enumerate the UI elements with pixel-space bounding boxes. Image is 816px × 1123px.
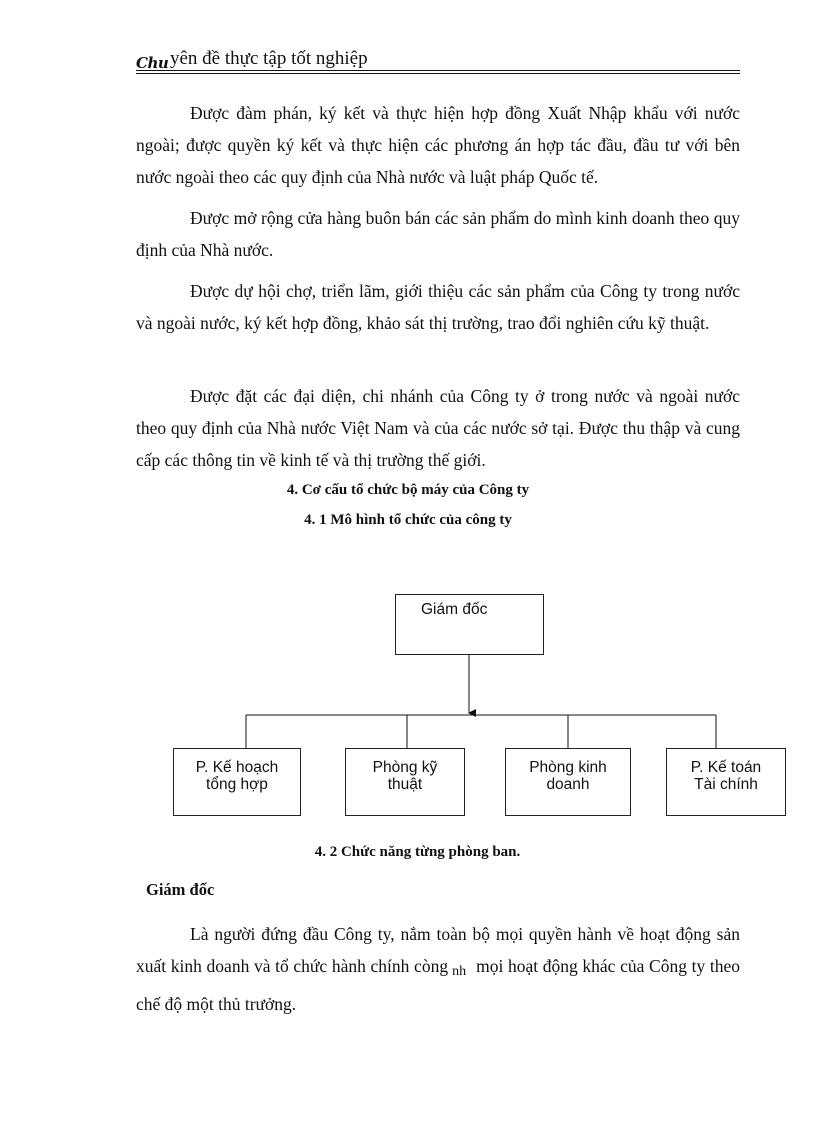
org-box-planning-line2: tổng hợp xyxy=(206,776,268,793)
paragraph-store-expansion: Được mở rộng cửa hàng buôn bán các sản phẩm do mình kinh doanh theo quy định của Nhà nước. xyxy=(136,208,740,260)
org-box-technical xyxy=(345,748,465,816)
header-title: yên đề thực tập tốt nghiệp xyxy=(170,48,368,69)
header-script-logo: Chu xyxy=(136,54,169,72)
org-box-technical-line1: Phòng kỹ xyxy=(372,759,438,776)
director-inline-fragment: nh xyxy=(452,964,467,979)
org-box-technical-line2: thuật xyxy=(387,776,423,793)
paragraph-representatives: Được đặt các đại diện, chi nhánh của Công ty ở trong nước và ngoài nước theo quy định của Nhà nước Việt Nam và của các nước sở tại. Được thu thập và cung cấp các thông tin về kinh tế và thị trường thế giới. xyxy=(136,386,740,470)
org-box-business xyxy=(505,748,631,816)
org-box-accounting xyxy=(666,748,786,816)
paragraph-director-role xyxy=(136,918,740,1020)
heading-section-4-2: 4. 2 Chức năng từng phòng ban. xyxy=(314,844,521,860)
org-box-planning xyxy=(173,748,301,816)
director-text-part1: Là người đứng đầu Công ty, nắm toàn bộ mọi quyền hành về hoạt động sản xuất kinh doanh và tổ chức hành chính còng xyxy=(136,924,740,976)
director-section-label: Giám đốc xyxy=(146,880,215,899)
director-text-part2: mọi hoạt động khác của Công ty theo chế độ một thủ trưởng. xyxy=(136,956,741,1014)
org-box-planning-line1: P. Kế hoạch xyxy=(195,759,279,776)
org-box-business-line1: Phòng kinh xyxy=(529,759,607,776)
org-box-accounting-line1: P. Kế toán xyxy=(690,759,762,776)
org-box-accounting-line2: Tài chính xyxy=(694,776,758,793)
org-box-director-label: Giám đốc xyxy=(421,601,488,618)
heading-section-4: 4. Cơ cấu tổ chức bộ máy của Công ty xyxy=(286,482,530,498)
paragraph-negotiation: Được đàm phán, ký kết và thực hiện hợp đồng Xuất Nhập khẩu với nước ngoài; được quyền ký kết và thực hiện các phương án hợp tác đầu, đầu tư với bên nước ngoài theo các quy định của Nhà nước và luật pháp Quốc tế. xyxy=(136,103,740,187)
paragraph-trade-fairs: Được dự hội chợ, triển lãm, giới thiệu các sản phẩm của Công ty trong nước và ngoài nước, ký kết hợp đồng, khảo sát thị trường, trao đổi nghiên cứu kỹ thuật. xyxy=(136,281,740,333)
org-box-director xyxy=(395,594,544,655)
heading-section-4-1: 4. 1 Mô hình tổ chức của công ty xyxy=(304,512,512,528)
org-box-business-line2: doanh xyxy=(546,776,590,793)
